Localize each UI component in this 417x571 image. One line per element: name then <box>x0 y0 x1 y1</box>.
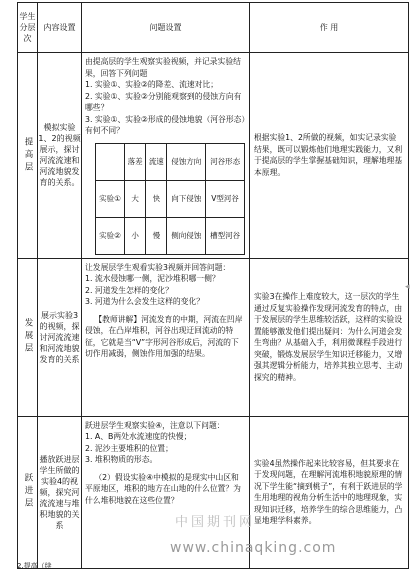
question-cell <box>82 258 250 416</box>
table-row-advanced <box>18 53 409 259</box>
header-effect-text: 作 用 <box>319 23 339 32</box>
question-line: 跃进层学生观察实验④，注意以下问题： <box>85 420 225 430</box>
inner-cell: 实验① <box>96 180 125 217</box>
inner-cell: 侧向侵蚀 <box>167 217 206 254</box>
question-line: 1. 流水侵蚀哪一侧，泥沙堆积哪一侧？ <box>85 274 220 283</box>
inner-header-cell: 侵蚀方向 <box>167 143 206 180</box>
footer-cut-text: 2.提高（续 <box>17 562 52 570</box>
inner-cell: 大 <box>125 180 146 217</box>
question-line: 3. 实验①、实验②形成的侵蚀地貌（河谷形态）有何不同？ <box>85 114 246 135</box>
inner-cell: 槽型河谷 <box>206 217 245 254</box>
watermark-url: www.chinaqking.com <box>170 540 337 556</box>
header-row <box>18 3 409 53</box>
inner-cell: 实验② <box>96 217 125 254</box>
question-line: 3. 堆积物质的形态。 <box>85 455 158 464</box>
header-level-text: 学生分层次 <box>19 12 36 43</box>
question-line: 1. 实验①、实验②的降差、流速对比； <box>85 80 219 89</box>
effect-cell <box>250 53 409 259</box>
question-line: 2. 河道发生怎样的变化？ <box>85 285 173 295</box>
effect-text: 根据实验1、2所做的视频，如实记录实验结果，既可以锻炼他们地理实践能力，又利于提高层的学生掌握基础知识，理解地理基本原理。 <box>254 133 403 177</box>
effect-text: 实验4虽然操作起来比较容易，但其要求在于发现问题，在理解河流堆积地貌原理的情况下学生能“摘到桃子”，有利于跃进层的学生用地理的视角分析生活中的地理现象，实现知识迁移，培养学生的综合思维能力，凸显地理学科素养。 <box>254 458 403 525</box>
level-cell <box>18 258 38 416</box>
question-line: 让发展层学生观看实验3视频并回答问题： <box>85 262 231 272</box>
content-cell <box>38 416 82 568</box>
inner-cell: 快 <box>146 180 167 217</box>
scroll-marker-icon: ◂ <box>405 282 410 292</box>
level-label: 跃进层 <box>23 473 33 511</box>
question-line: 由提高层的学生观察实验视频，并记录实验结果，回答下列问题 <box>85 57 241 78</box>
inner-cell: 向下侵蚀 <box>167 180 206 217</box>
inner-cell: V型河谷 <box>206 180 245 217</box>
inner-header-cell <box>96 143 125 180</box>
header-effect <box>250 3 409 53</box>
inner-header-cell: 河谷形态 <box>206 143 245 180</box>
teacher-explanation: 【教师讲解】河流发育的中期，河流在凹岸侵蚀，在凸岸堆积，河谷出现迂回流动的特征，它就是当“V”字形河谷形成后，河流的下切作用减弱，侧蚀作用加强的结果。 <box>85 314 243 358</box>
effect-cell <box>250 258 409 416</box>
header-level <box>18 3 38 53</box>
level-cell <box>18 416 38 568</box>
header-content-text: 内容设置 <box>43 23 76 32</box>
experiment-comparison-table <box>95 143 245 255</box>
level-cell <box>18 53 38 259</box>
content-text: 播放跃进层学生所做的实验4的视频，探究河流流速与堆积地貌的关系 <box>39 454 80 530</box>
header-question-text: 问题设置 <box>149 23 182 32</box>
header-question <box>82 3 250 53</box>
level-label: 发展层 <box>23 318 33 356</box>
question-line: 2. 实验①、实验②分别能观察到的侵蚀方向有哪些？ <box>85 91 242 112</box>
inner-header-cell: 流速 <box>146 143 167 180</box>
content-text: 模拟实验1、2的视频展示，探讨河流流速和河流地貌发育的关系。 <box>38 123 81 188</box>
lesson-table <box>17 2 409 569</box>
level-label: 提高层 <box>23 136 33 174</box>
header-content <box>38 3 82 53</box>
question-line: 1. A、B两处水流速度的快慢； <box>85 432 192 441</box>
inner-cell: 小 <box>125 217 146 254</box>
content-text: 展示实验3的视频，探讨河流流速和河流地貌发育的关系 <box>39 310 80 364</box>
table-row-developing <box>18 258 409 416</box>
watermark-chinese: 中国期刊网 <box>175 515 256 530</box>
content-cell <box>38 53 82 259</box>
extra-question: （2）假设实验④中模拟的是现实中山区和平原地区，堆积的地方在山地的什么位置？为什么堆积地貌在这些位置？ <box>85 472 241 505</box>
question-line: 2. 泥沙主要堆积的位置； <box>85 443 173 453</box>
inner-cell: 慢 <box>146 217 167 254</box>
question-cell <box>82 53 250 259</box>
question-line: 3. 河道为什么会发生这样的变化？ <box>85 297 205 306</box>
effect-text: 实验3在操作上难度较大，这一层次的学生通过反复实验操作发现河流发育的特点，由于发展层的学生思维较活跃，这样的实验设置能够激发他们提出疑问：为什么河道会发生弯曲？从基础入手，利用微课程手段进行突破，锻炼发展层学生知识迁移能力，又增强其逻辑分析能力，培养其独立思考、主动探究的精神。 <box>254 292 403 382</box>
content-cell <box>38 258 82 416</box>
inner-header-cell: 落差 <box>125 143 146 180</box>
